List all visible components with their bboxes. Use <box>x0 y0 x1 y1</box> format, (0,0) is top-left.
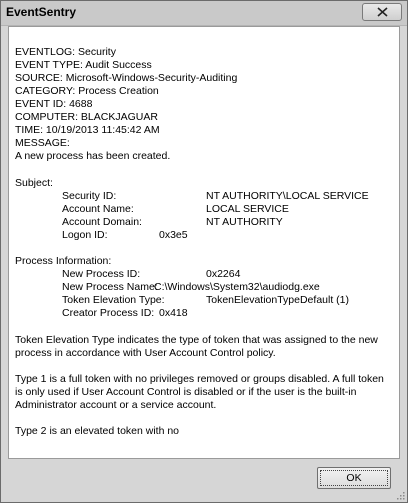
field-value: 0x3e5 <box>159 229 188 241</box>
field-label: Logon ID: <box>62 229 108 241</box>
field-label: Account Name: <box>62 203 134 215</box>
field-value: LOCAL SERVICE <box>206 203 289 215</box>
message-text: A new process has been created. <box>15 150 171 162</box>
field-value: C:\Windows\System32\audiodg.exe <box>154 281 320 293</box>
field-label: Token Elevation Type: <box>62 294 165 306</box>
computer-line: COMPUTER: BLACKJAGUAR <box>15 111 158 123</box>
field-value: NT AUTHORITY\LOCAL SERVICE <box>206 190 369 202</box>
paragraph: Type 2 is an elevated token with no <box>15 425 180 437</box>
subject-heading: Subject: <box>15 177 53 189</box>
close-icon <box>377 7 388 17</box>
field-label: Creator Process ID: <box>62 307 155 319</box>
field-label: New Process ID: <box>62 268 141 280</box>
dialog-footer <box>1 459 407 502</box>
field-value: NT AUTHORITY <box>206 216 283 228</box>
field-label: New Process Name: <box>62 281 158 293</box>
field-value: 0x418 <box>159 307 188 319</box>
title-bar[interactable] <box>1 1 407 26</box>
resize-grip-icon[interactable] <box>395 490 405 500</box>
time-line: TIME: 10/19/2013 11:45:42 AM <box>15 124 160 136</box>
message-label: MESSAGE: <box>15 137 70 149</box>
event-id-line: EVENT ID: 4688 <box>15 98 93 110</box>
field-value: TokenElevationTypeDefault (1) <box>206 294 349 306</box>
ok-button[interactable]: OK <box>317 467 391 489</box>
field-value: 0x2264 <box>206 268 241 280</box>
event-message-text[interactable] <box>8 26 400 459</box>
category-line: CATEGORY: Process Creation <box>15 85 159 97</box>
event-type-line: EVENT TYPE: Audit Success <box>15 59 152 71</box>
window-title: EventSentry <box>6 5 77 19</box>
field-label: Account Domain: <box>62 216 142 228</box>
eventlog-line: EVENTLOG: Security <box>15 46 116 58</box>
process-heading: Process Information: <box>15 255 112 267</box>
close-button[interactable] <box>362 3 402 21</box>
field-label: Security ID: <box>62 190 117 202</box>
paragraph: Token Elevation Type indicates the type of token that was assigned to the new process in accordance with User Account Control policy. <box>15 334 378 359</box>
source-line: SOURCE: Microsoft-Windows-Security-Auditing <box>15 72 238 84</box>
paragraph: Type 1 is a full token with no privileges removed or groups disabled. A full token is only used if User Account Control is disabled or if the user is the built-in Administrator account or a service account. <box>15 373 384 411</box>
